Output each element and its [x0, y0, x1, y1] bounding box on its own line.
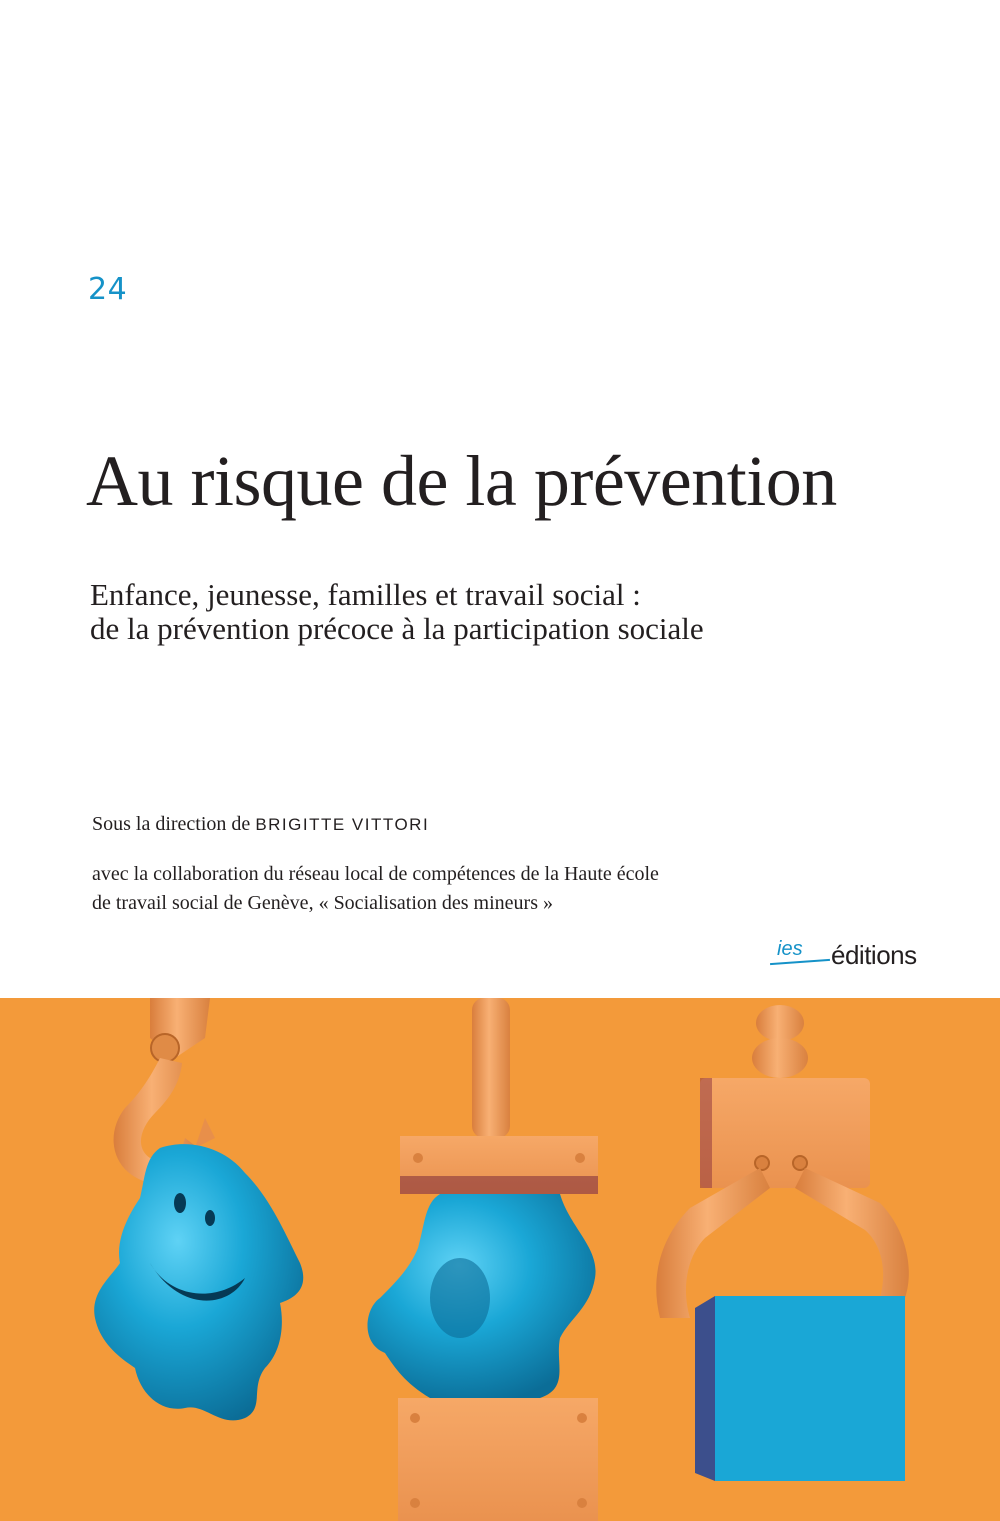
collab-line-2: de travail social de Genève, « Socialisation des mineurs »: [92, 892, 553, 914]
subtitle-line-1: Enfance, jeunesse, familles et travail social :: [90, 577, 641, 612]
collaboration-credit: [92, 860, 732, 918]
press-rod: [472, 998, 510, 1138]
claw-body: [700, 1078, 870, 1188]
subtitle-line-2: de la prévention précoce à la participation sociale: [90, 611, 704, 646]
publisher-logo: [770, 934, 930, 974]
book-title: Au risque de la prévention: [86, 441, 837, 521]
direction-prefix: Sous la direction de: [92, 813, 251, 835]
series-number: 24: [88, 272, 128, 307]
blue-cube: [715, 1296, 905, 1481]
press-bottom-block: [398, 1398, 598, 1521]
publisher-ies: ies: [777, 938, 803, 960]
book-subtitle: [90, 578, 704, 646]
blob-eye-right: [205, 1210, 215, 1226]
squashed-face-shadow: [430, 1258, 490, 1338]
editor-credit: [92, 813, 429, 836]
claw-joint-top: [756, 1005, 804, 1041]
publisher-editions: éditions: [831, 940, 917, 970]
hook-bolt: [151, 1034, 179, 1062]
press-top-plate-shadow: [400, 1176, 598, 1194]
blob-eye-left: [174, 1193, 186, 1213]
collab-line-1: avec la collaboration du réseau local de compétences de la Haute école: [92, 863, 659, 885]
blue-cube-side: [695, 1296, 715, 1481]
editor-name: BRIGITTE VITTORI: [255, 815, 430, 834]
cover-illustration: [0, 998, 1000, 1521]
